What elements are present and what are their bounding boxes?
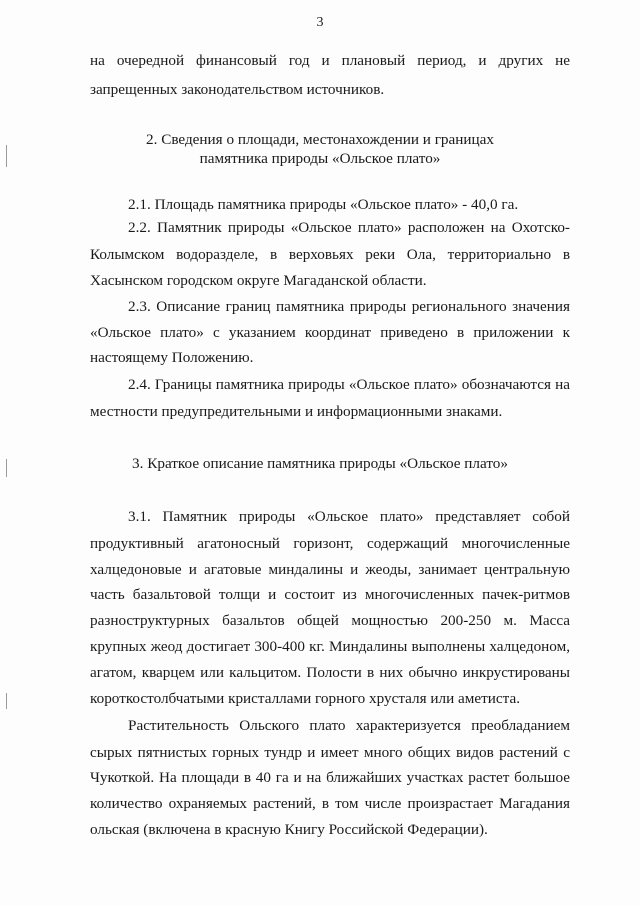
paragraph-line: халцедоновые и агатовые миндалины и жеоды, занимает центральную xyxy=(90,561,570,578)
paragraph-line: разноструктурных базальтов общей мощностью 200-250 м. Масса xyxy=(90,612,570,629)
paragraph-line: сырых пятнистых горных тундр и имеет много общих видов растений с xyxy=(90,744,570,761)
paragraph-line: Растительность Ольского плато характеризуется преобладанием xyxy=(128,717,570,734)
section-heading-line: 3. Краткое описание памятника природы «Ольское плато» xyxy=(132,455,508,472)
paragraph-line: 2.4. Границы памятника природы «Ольское плато» обозначаются на xyxy=(128,376,570,393)
paragraph-line: 3.1. Памятник природы «Ольское плато» представляет собой xyxy=(128,508,570,525)
paragraph-line: продуктивный агатоносный горизонт, содержащий многочисленные xyxy=(90,535,570,552)
scan-artifact xyxy=(6,145,7,167)
section-heading-line: памятника природы «Ольское плато» xyxy=(199,150,441,167)
paragraph-line: Чукоткой. На площади в 40 га и на ближайших участках растет большое xyxy=(90,769,570,786)
paragraph-line: короткостолбчатыми кристаллами горного хрусталя или аметиста. xyxy=(90,690,521,707)
paragraph-line: часть базальтовой толщи и состоит из многочисленных пачек-ритмов xyxy=(90,586,570,603)
paragraph-line: местности предупредительными и информационными знаками. xyxy=(90,403,503,420)
paragraph-line: Хасынском городском округе Магаданской области. xyxy=(90,272,427,289)
paragraph-line: агатом, кварцем или кальцитом. Полости в них обычно инкрустированы xyxy=(90,664,570,681)
paragraph-line: настоящему Положению. xyxy=(90,349,254,366)
paragraph-line: 2.3. Описание границ памятника природы регионального значения xyxy=(128,298,570,315)
paragraph-line: крупных жеод достигает 300-400 кг. Миндалины выполнены халцедоном, xyxy=(90,638,570,655)
paragraph-line: 2.2. Памятник природы «Ольское плато» расположен на Охотско- xyxy=(128,219,570,236)
paragraph-line: на очередной финансовый год и плановый период, и других не xyxy=(90,52,570,69)
paragraph-line: запрещенных законодательством источников. xyxy=(90,81,385,98)
page-number: 3 xyxy=(316,15,324,30)
paragraph-line: Колымском водоразделе, в верховьях реки Ола, территориально в xyxy=(90,246,570,263)
paragraph-line: количество охраняемых растений, в том числе произрастает Магадания xyxy=(90,795,570,812)
scan-artifact xyxy=(6,459,7,477)
paragraph-line: 2.1. Площадь памятника природы «Ольское плато» - 40,0 га. xyxy=(128,196,519,213)
section-heading-line: 2. Сведения о площади, местонахождении и границах xyxy=(146,131,494,148)
paragraph-line: «Ольское плато» с указанием координат приведено в приложении к xyxy=(90,324,570,341)
scan-artifact xyxy=(6,693,7,709)
paragraph-line: ольская (включена в красную Книгу Российской Федерации). xyxy=(90,821,488,838)
